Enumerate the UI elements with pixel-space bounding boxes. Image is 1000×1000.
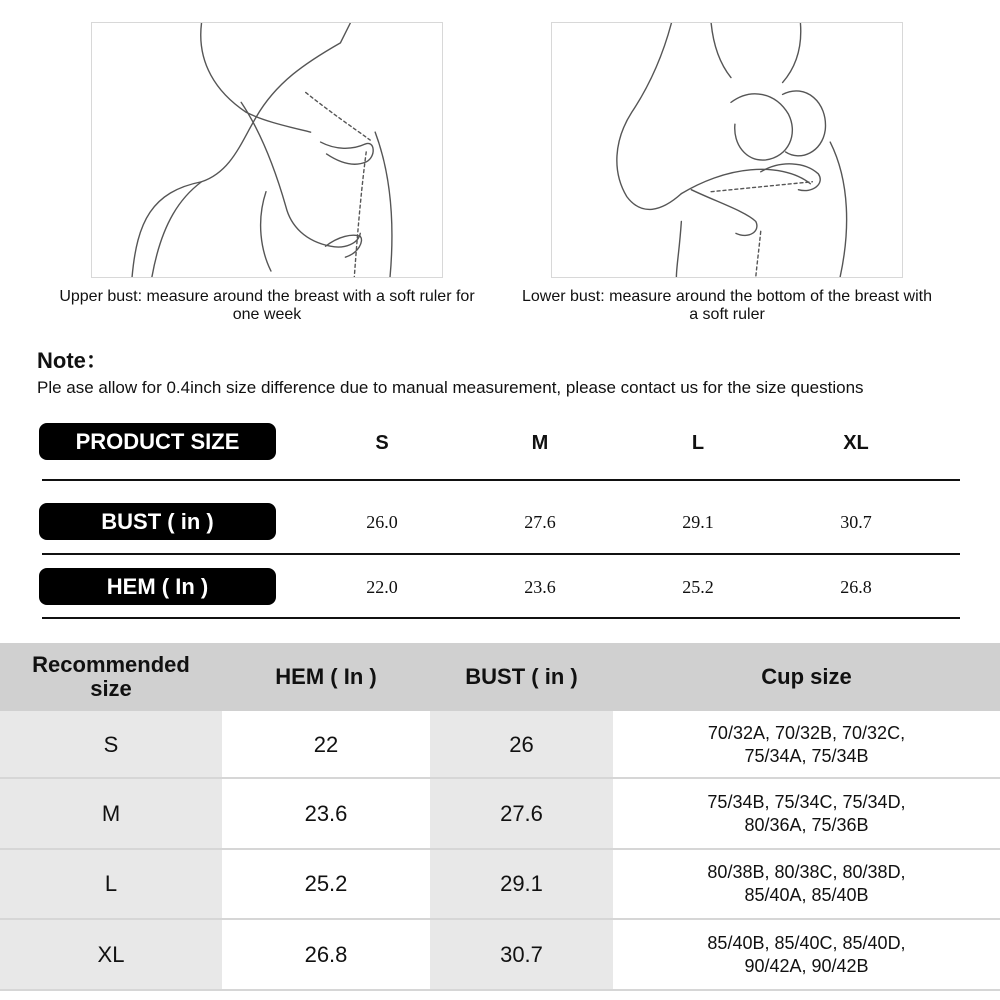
row-size: XL — [0, 920, 222, 989]
divider — [42, 479, 960, 481]
cup-line: 70/32A, 70/32B, 70/32C, — [707, 722, 906, 743]
recommended-size-table — [0, 643, 1000, 991]
size-l-header: L — [691, 432, 705, 454]
bust-label: BUST ( in ) — [39, 503, 276, 540]
size-m-header: M — [531, 432, 549, 454]
note-text: Ple ase allow for 0.4inch size difference due to manual measurement, please contact us for the size questions — [37, 378, 864, 397]
cup-line: 90/42A, 90/42B — [744, 955, 869, 976]
row-bust: 27.6 — [430, 779, 613, 848]
row-hem: 26.8 — [222, 920, 430, 989]
row-hem: 23.6 — [222, 779, 430, 848]
bust-value-l: 29.1 — [682, 512, 714, 532]
bust-value-m: 27.6 — [524, 512, 556, 532]
bust-value-xl: 30.7 — [840, 512, 872, 532]
row-bust: 29.1 — [430, 850, 613, 918]
bust-value-s: 26.0 — [366, 512, 398, 532]
cup-line: 80/38B, 80/38C, 80/38D, — [707, 862, 906, 882]
cup-line: 85/40A, 85/40B — [744, 885, 869, 905]
row-hem: 22 — [222, 711, 430, 778]
header-hem: HEM ( In ) — [222, 643, 430, 711]
cup-line: 80/36A, 75/36B — [744, 814, 869, 835]
hem-value-l: 25.2 — [682, 577, 714, 597]
row-size: L — [0, 850, 222, 918]
cup-line: 75/34B, 75/34C, 75/34D, — [707, 791, 906, 812]
cup-line: 85/40B, 85/40C, 85/40D, — [707, 932, 906, 953]
size-s-header: S — [375, 432, 389, 454]
row-size: S — [0, 711, 222, 778]
hem-value-s: 22.0 — [366, 577, 398, 597]
upper-bust-illustration — [91, 22, 443, 278]
lower-bust-illustration — [551, 22, 903, 278]
note-title: Note： — [37, 348, 108, 373]
size-xl-header: XL — [843, 432, 869, 454]
cup-line: 75/34A, 75/34B — [744, 745, 869, 766]
row-hem: 25.2 — [222, 850, 430, 918]
row-bust: 26 — [430, 711, 613, 778]
product-size-label: PRODUCT SIZE — [39, 423, 276, 460]
header-cup-size: Cup size — [613, 643, 1000, 711]
hem-value-m: 23.6 — [524, 577, 556, 597]
upper-bust-caption: Upper bust: measure around the breast with a soft ruler for one week — [59, 288, 475, 323]
row-cup-size — [613, 711, 1000, 778]
hem-label: HEM ( In ) — [39, 568, 276, 605]
header-bust: BUST ( in ) — [430, 643, 613, 711]
header-recommended-size: Recommended size — [0, 643, 222, 711]
row-divider — [0, 989, 1000, 991]
row-cup-size — [613, 779, 1000, 848]
lower-bust-caption: Lower bust: measure around the bottom of the breast with a soft ruler — [521, 288, 932, 323]
hem-value-xl: 26.8 — [840, 577, 872, 597]
row-bust: 30.7 — [430, 920, 613, 989]
divider — [42, 617, 960, 619]
row-size: M — [0, 779, 222, 848]
row-cup-size — [613, 850, 1000, 918]
divider — [42, 553, 960, 555]
row-cup-size — [613, 920, 1000, 989]
